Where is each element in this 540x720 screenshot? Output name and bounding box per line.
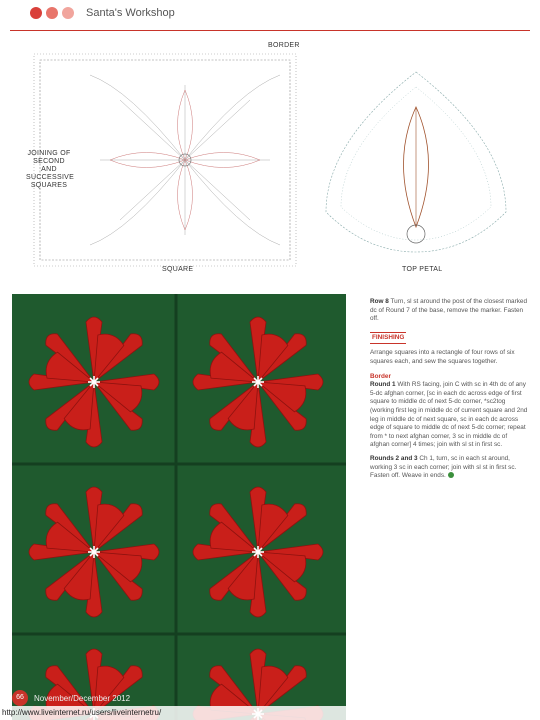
header-dot-1 — [30, 7, 42, 19]
petal-diagram — [306, 62, 526, 262]
end-mark-icon — [448, 472, 454, 478]
page-number: 66 — [12, 690, 28, 706]
joining-label: JOINING OF SECOND AND SUCCESSIVE SQUARES — [26, 150, 75, 189]
round1-paragraph — [370, 381, 528, 450]
top-petal-label: TOP PETAL — [402, 266, 443, 273]
poinsettia-afghan-photo — [12, 294, 346, 720]
afghan-illustration — [12, 294, 346, 720]
round1-heading: Round 1 — [370, 381, 396, 389]
rounds23-heading: Rounds 2 and 3 — [370, 454, 418, 462]
weave-text: Weave in ends. — [401, 472, 446, 480]
square-label: SQUARE — [162, 266, 194, 273]
round1-text: With RS facing, join C with sc in 4th dc of any 5-dc afghan corner, [sc in each dc across edge of first square to middle dc of next 5-dc corner, *sc2tog (working first leg in middle dc of current square and 2nd leg in middle dc of next square, sc in each dc across edge of square to middle dc of next 5-dc corner; repeat from * to next afghan corner, 3 sc in middle dc of afghan corner] 4 times; join with sl st in first sc. — [370, 381, 528, 449]
finishing-text: Arrange squares into a rectangle of four rows of six squares each, and sew the squares together. — [370, 349, 515, 365]
header-dot-2 — [46, 7, 58, 19]
pattern-instructions — [370, 298, 528, 486]
page-header — [0, 0, 540, 30]
border-heading: Border — [370, 372, 391, 380]
finishing-heading: FINISHING — [370, 332, 406, 345]
border-label: BORDER — [268, 42, 300, 49]
row8-heading: Row 8 — [370, 298, 389, 305]
header-dots — [30, 7, 74, 19]
row8-paragraph — [370, 298, 528, 324]
header-rule — [10, 30, 530, 31]
rounds23-paragraph — [370, 455, 528, 481]
square-diagram — [30, 50, 320, 280]
rounds23-text: Ch 1, turn, sc in each st around, working 3 sc in each corner; join with sl st in first sc. Fasten off. — [370, 454, 517, 480]
header-dot-3 — [62, 7, 74, 19]
crochet-diagrams — [0, 36, 540, 286]
section-title: Santa's Workshop — [86, 7, 175, 19]
source-url[interactable]: http://www.liveinternet.ru/users/liveinternetru/ — [0, 706, 540, 720]
issue-label: November/December 2012 — [34, 694, 131, 703]
row8-text: Turn, sl st around the post of the closest marked dc of Round 7 of the base, remove the marker. Fasten off. — [370, 298, 528, 323]
